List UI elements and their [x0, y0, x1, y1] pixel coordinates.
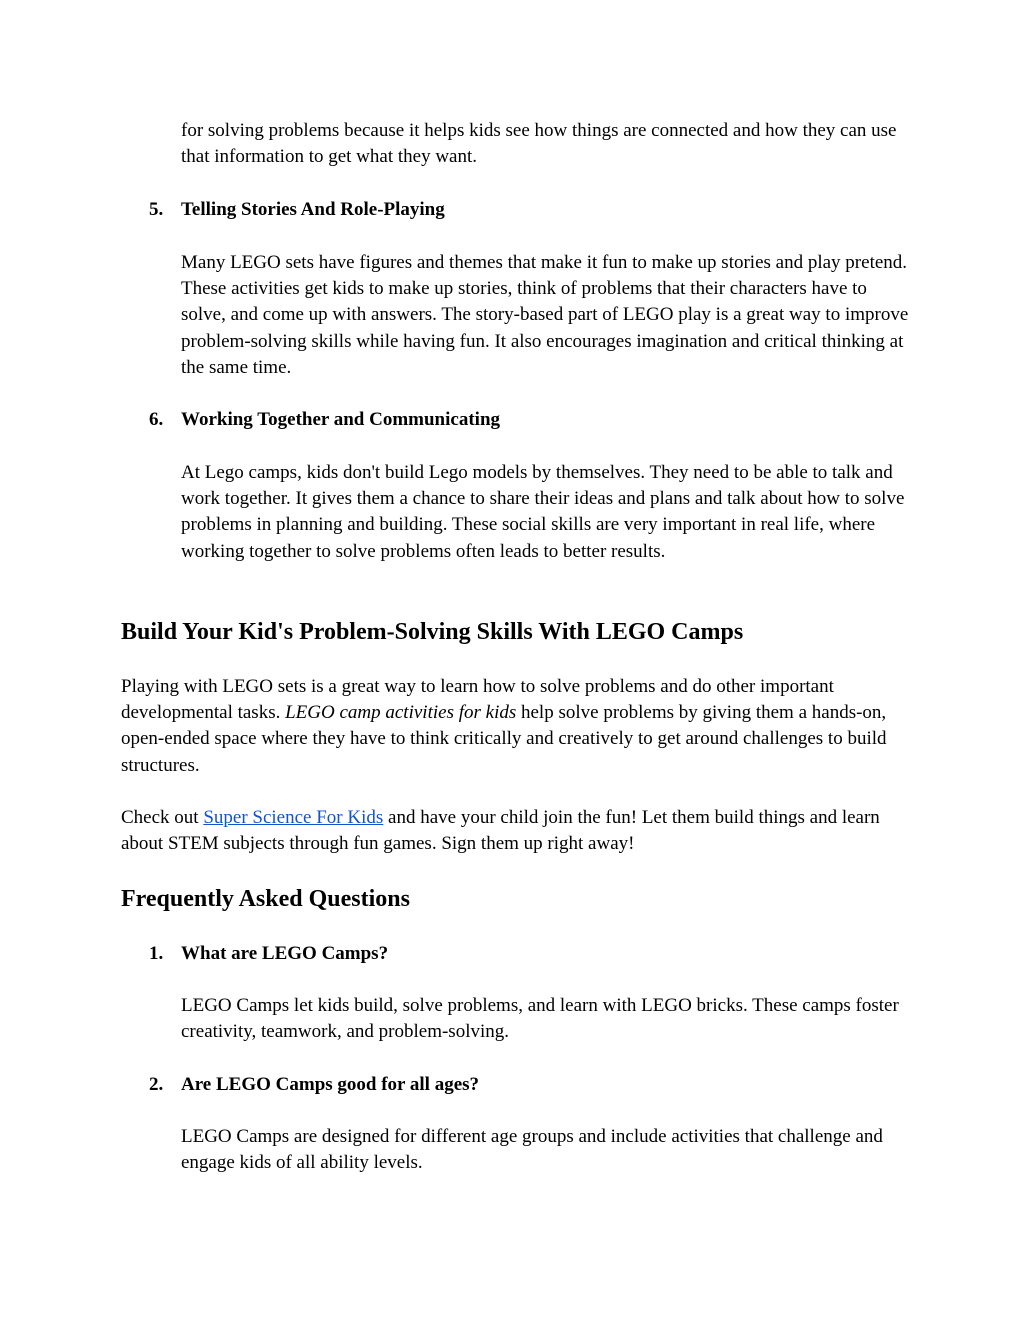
faq-answer: LEGO Camps are designed for different age groups and include activities that challenge and engage kids of all ability levels.	[181, 1126, 883, 1174]
faq-answer: LEGO Camps let kids build, solve problems, and learn with LEGO bricks. These camps foster creativity, teamwork, and problem-solving.	[181, 995, 899, 1043]
list-item-title: Working Together and Communicating	[181, 409, 501, 430]
list-item-body: At Lego camps, kids don't build Lego models by themselves. They need to be able to talk and work together. It gives them a chance to share their ideas and plans and talk about how to solve problems in planning and building. These social skills are very important in real life, where working together to solve problems often leads to better results.	[181, 462, 905, 562]
list-item-number: 6.	[149, 409, 164, 430]
faq-item-number: 1.	[149, 943, 164, 964]
faq-question: What are LEGO Camps?	[181, 943, 389, 964]
faq-question: Are LEGO Camps good for all ages?	[181, 1074, 480, 1095]
build-paragraph-1-text: Playing with LEGO sets is a great way to learn how to solve problems and do other important developmental tasks.	[121, 676, 834, 724]
faq-item-number: 2.	[149, 1074, 164, 1095]
list-item-number: 5.	[149, 199, 164, 220]
build-paragraph-2-text: Check out	[121, 807, 204, 828]
build-paragraph-1-text-end: help solve problems by giving them a hands-on, open-ended space where they have to think critically and creatively to get around challenges to build structures.	[121, 702, 887, 776]
build-paragraph-1-italic: LEGO camp activities for kids	[285, 702, 517, 724]
build-paragraph-2-text-end: and have your child join the fun! Let them build things and learn about STEM subjects through fun games. Sign them up right away!	[121, 807, 880, 855]
super-science-link[interactable]: Super Science For Kids	[203, 807, 384, 828]
build-paragraph-1	[121, 674, 911, 779]
section-heading-faq: Frequently Asked Questions	[121, 886, 410, 912]
list-item-title: Telling Stories And Role-Playing	[181, 199, 445, 220]
section-heading-build: Build Your Kid's Problem-Solving Skills With LEGO Camps	[121, 619, 744, 645]
continuation-paragraph: for solving problems because it helps kids see how things are connected and how they can use that information to get what they want.	[181, 120, 897, 168]
list-item-body: Many LEGO sets have figures and themes that make it fun to make up stories and play pretend. These activities get kids to make up stories, think of problems that their characters have to solve, and come up with answers. The story-based part of LEGO play is a great way to improve problem-solving skills while having fun. It also encourages imagination and critical thinking at the same time.	[181, 252, 909, 378]
build-paragraph-2	[121, 805, 911, 857]
